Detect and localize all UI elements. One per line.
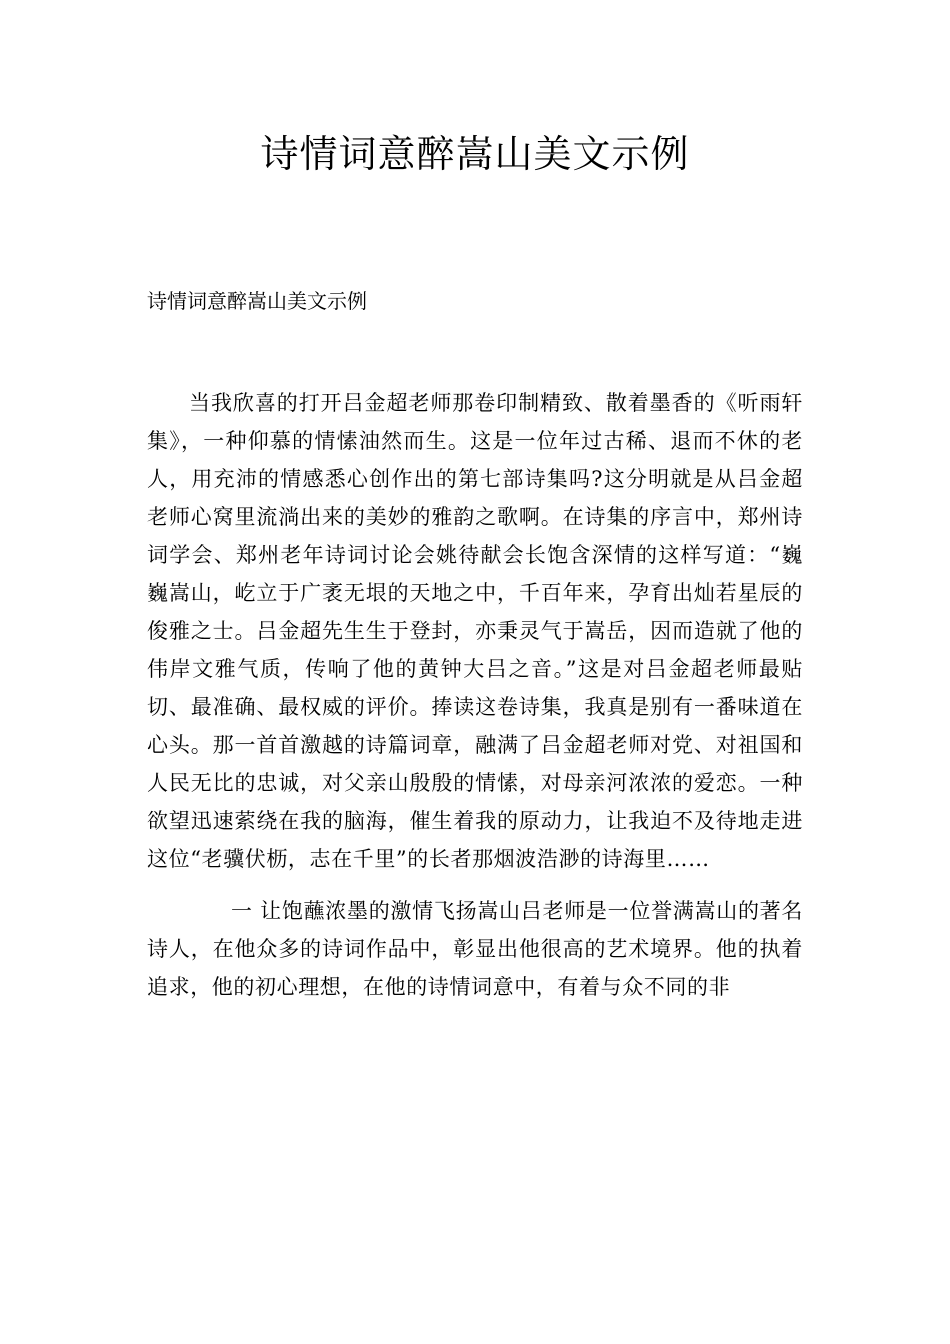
- body-paragraph-1: 当我欣喜的打开吕金超老师那卷印制精致、散着墨香的《听雨轩集》，一种仰慕的情愫油然而生。这是一位年过古稀、退而不休的老人，用充沛的情感悉心创作出的第七部诗集吗?这分明就是从吕金超老师心窝里流淌出来的美妙的雅韵之歌啊。在诗集的序言中，郑州诗词学会、郑州老年诗词讨论会姚待献会长饱含深情的这样写道：“巍巍嵩山，屹立于广袤无垠的天地之中，千百年来，孕育出灿若星辰的俊雅之士。吕金超先生生于登封，亦秉灵气于嵩岳，因而造就了他的伟岸文雅气质，传响了他的黄钟大吕之音。”这是对吕金超老师最贴切、最准确、最权威的评价。捧读这卷诗集，我真是别有一番味道在心头。那一首首激越的诗篇词章，融满了吕金超老师对党、对祖国和人民无比的忠诚，对父亲山殷殷的情愫，对母亲河浓浓的爱恋。一种欲望迅速萦绕在我的脑海，催生着我的原动力，让我迫不及待地走进这位“老骥伏枥，志在千里”的长者那烟波浩渺的诗海里……: [147, 391, 803, 871]
- document-body: [147, 384, 803, 1006]
- document-subtitle: 诗情词意醉嵩山美文示例: [147, 289, 367, 313]
- body-paragraph-2: 一 让饱蘸浓墨的激情飞扬嵩山吕老师是一位誉满嵩山的著名诗人，在他众多的诗词作品中，彰显出他很高的艺术境界。他的执着追求，他的初心理想，在他的诗情词意中，有着与众不同的非: [147, 899, 803, 999]
- document-title: 诗情词意醉嵩山美文示例: [260, 132, 690, 176]
